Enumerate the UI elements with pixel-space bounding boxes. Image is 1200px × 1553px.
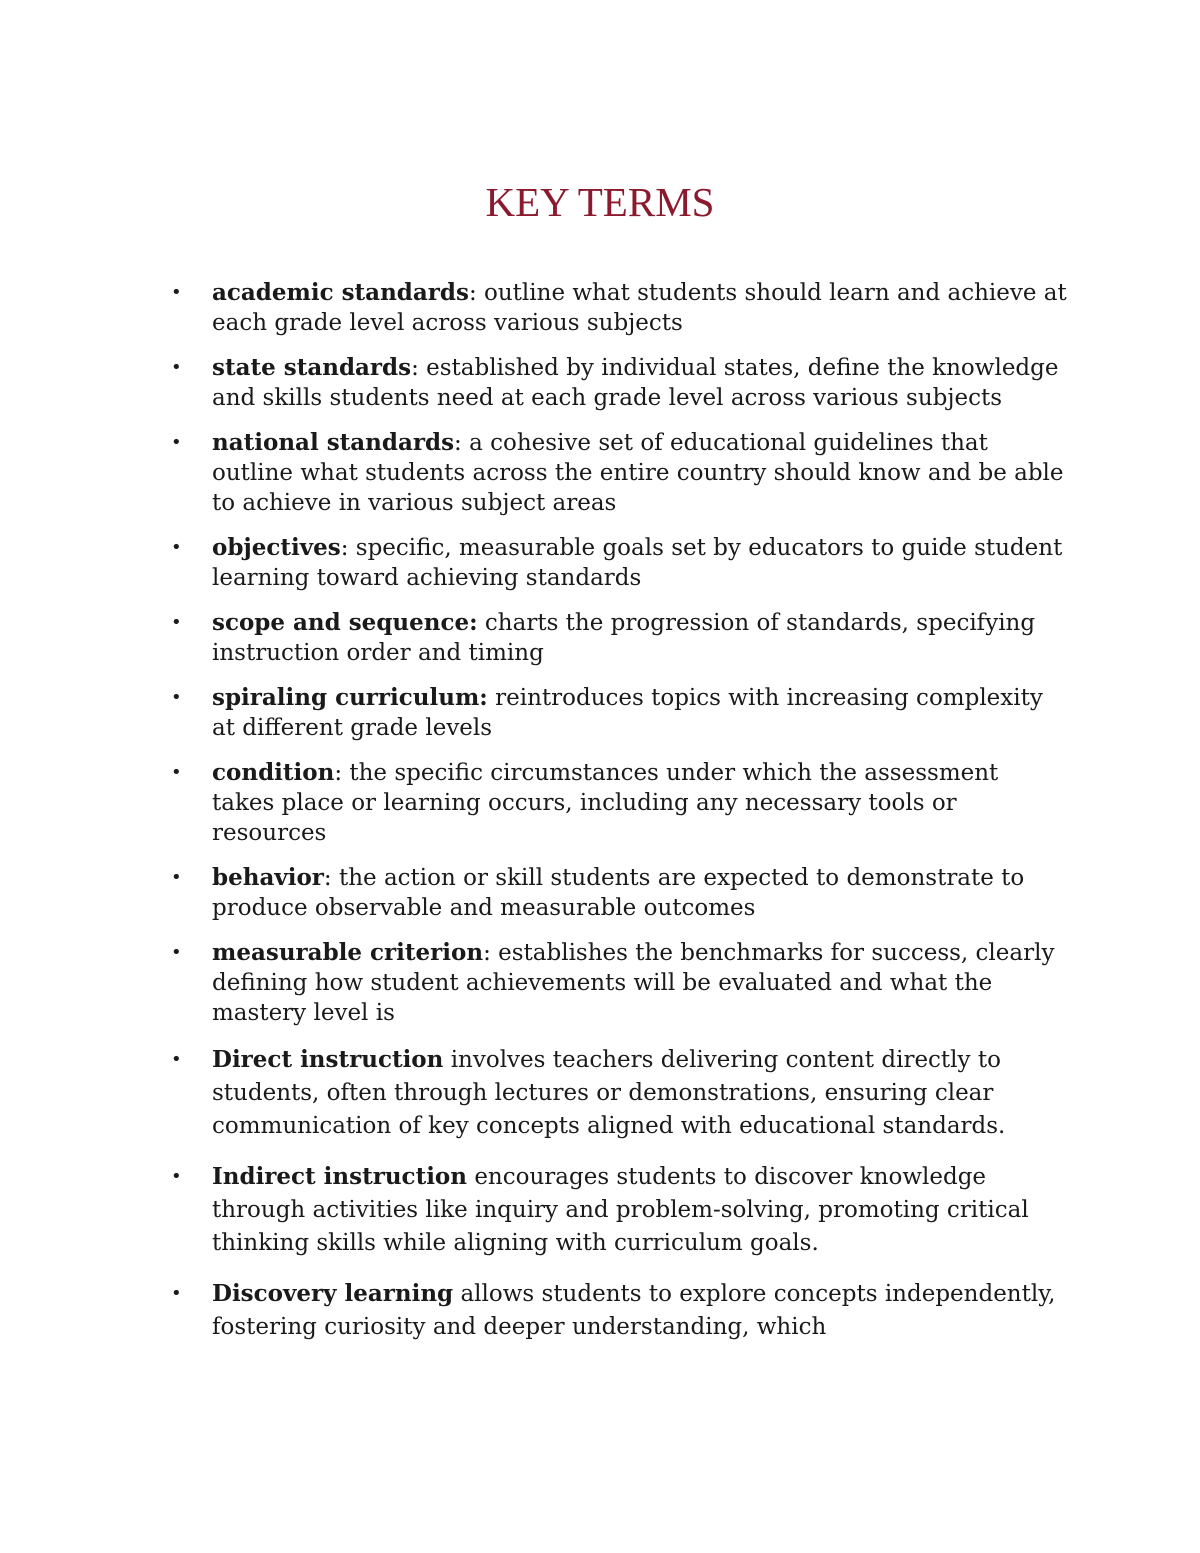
list-item xyxy=(0,428,1067,518)
term-definition: allows students to explore concepts independently, fostering curiosity and deeper understanding, which xyxy=(212,1281,1056,1340)
bullet-icon: • xyxy=(171,762,182,783)
term-name: Discovery learning xyxy=(212,1280,454,1307)
term-name: condition xyxy=(212,759,335,786)
list-item xyxy=(0,608,1067,668)
bullet-icon: • xyxy=(171,612,182,633)
list-item xyxy=(0,863,1067,923)
term-separator: : xyxy=(411,355,427,381)
term-name: state standards xyxy=(212,354,412,381)
bullet-icon: • xyxy=(171,537,182,558)
term-name: objectives xyxy=(212,534,341,561)
list-item xyxy=(0,683,1067,743)
key-terms-list xyxy=(0,278,1200,1361)
term-definition: a cohesive set of educational guidelines that outline what students across the entire country should know and be able to achieve in various subject areas xyxy=(212,430,1064,516)
term-name: scope and sequence: xyxy=(212,609,478,636)
term-separator xyxy=(478,610,485,636)
list-item xyxy=(0,278,1067,338)
bullet-icon: • xyxy=(171,1049,182,1070)
term-separator: : xyxy=(334,760,350,786)
term-separator: : xyxy=(454,430,470,456)
term-name: Direct instruction xyxy=(212,1046,444,1073)
term-definition: specific, measurable goals set by educators to guide student learning toward achieving standards xyxy=(212,535,1063,591)
term-name: behavior xyxy=(212,864,324,891)
term-definition: involves teachers delivering content directly to students, often through lectures or demonstrations, ensuring clear communication of key concepts aligned with educational standards. xyxy=(212,1047,1006,1139)
term-name: Indirect instruction xyxy=(212,1163,467,1190)
list-item xyxy=(0,758,1067,848)
bullet-icon: • xyxy=(171,282,182,303)
term-definition: charts the progression of standards, specifying instruction order and timing xyxy=(212,610,1036,666)
page-title: KEY TERMS xyxy=(485,179,715,225)
bullet-icon: • xyxy=(171,942,182,963)
term-definition: reintroduces topics with increasing complexity at different grade levels xyxy=(212,685,1043,741)
list-item xyxy=(0,938,1067,1028)
term-separator: : xyxy=(483,940,499,966)
bullet-icon: • xyxy=(171,357,182,378)
bullet-icon: • xyxy=(171,867,182,888)
term-definition: encourages students to discover knowledge through activities like inquiry and problem-solving, promoting critical thinking skills while aligning with curriculum goals. xyxy=(212,1164,1029,1256)
bullet-icon: • xyxy=(171,687,182,708)
list-item xyxy=(0,533,1067,593)
list-item xyxy=(0,1277,1067,1344)
term-separator xyxy=(488,685,495,711)
term-name: measurable criterion xyxy=(212,939,484,966)
bullet-icon: • xyxy=(171,1283,182,1304)
term-name: spiraling curriculum: xyxy=(212,684,488,711)
term-name: national standards xyxy=(212,429,455,456)
term-name: academic standards xyxy=(212,279,469,306)
bullet-icon: • xyxy=(171,432,182,453)
list-item xyxy=(0,1160,1067,1260)
term-definition: establishes the benchmarks for success, clearly defining how student achievements will be evaluated and what the mastery level is xyxy=(212,940,1055,1026)
bullet-icon: • xyxy=(171,1166,182,1187)
term-separator: : xyxy=(468,280,485,306)
term-separator: : xyxy=(323,865,339,891)
term-definition: outline what students should learn and achieve at each grade level across various subjects xyxy=(212,280,1067,336)
list-item xyxy=(0,353,1067,413)
term-separator xyxy=(443,1047,450,1073)
term-definition: the action or skill students are expected to demonstrate to produce observable and measurable outcomes xyxy=(212,865,1025,921)
term-definition: the specific circumstances under which the assessment takes place or learning occurs, including any necessary tools or resources xyxy=(212,760,999,846)
term-separator: : xyxy=(340,535,356,561)
term-definition: established by individual states, define the knowledge and skills students need at each grade level across various subjects xyxy=(212,355,1059,411)
list-item xyxy=(0,1043,1067,1143)
